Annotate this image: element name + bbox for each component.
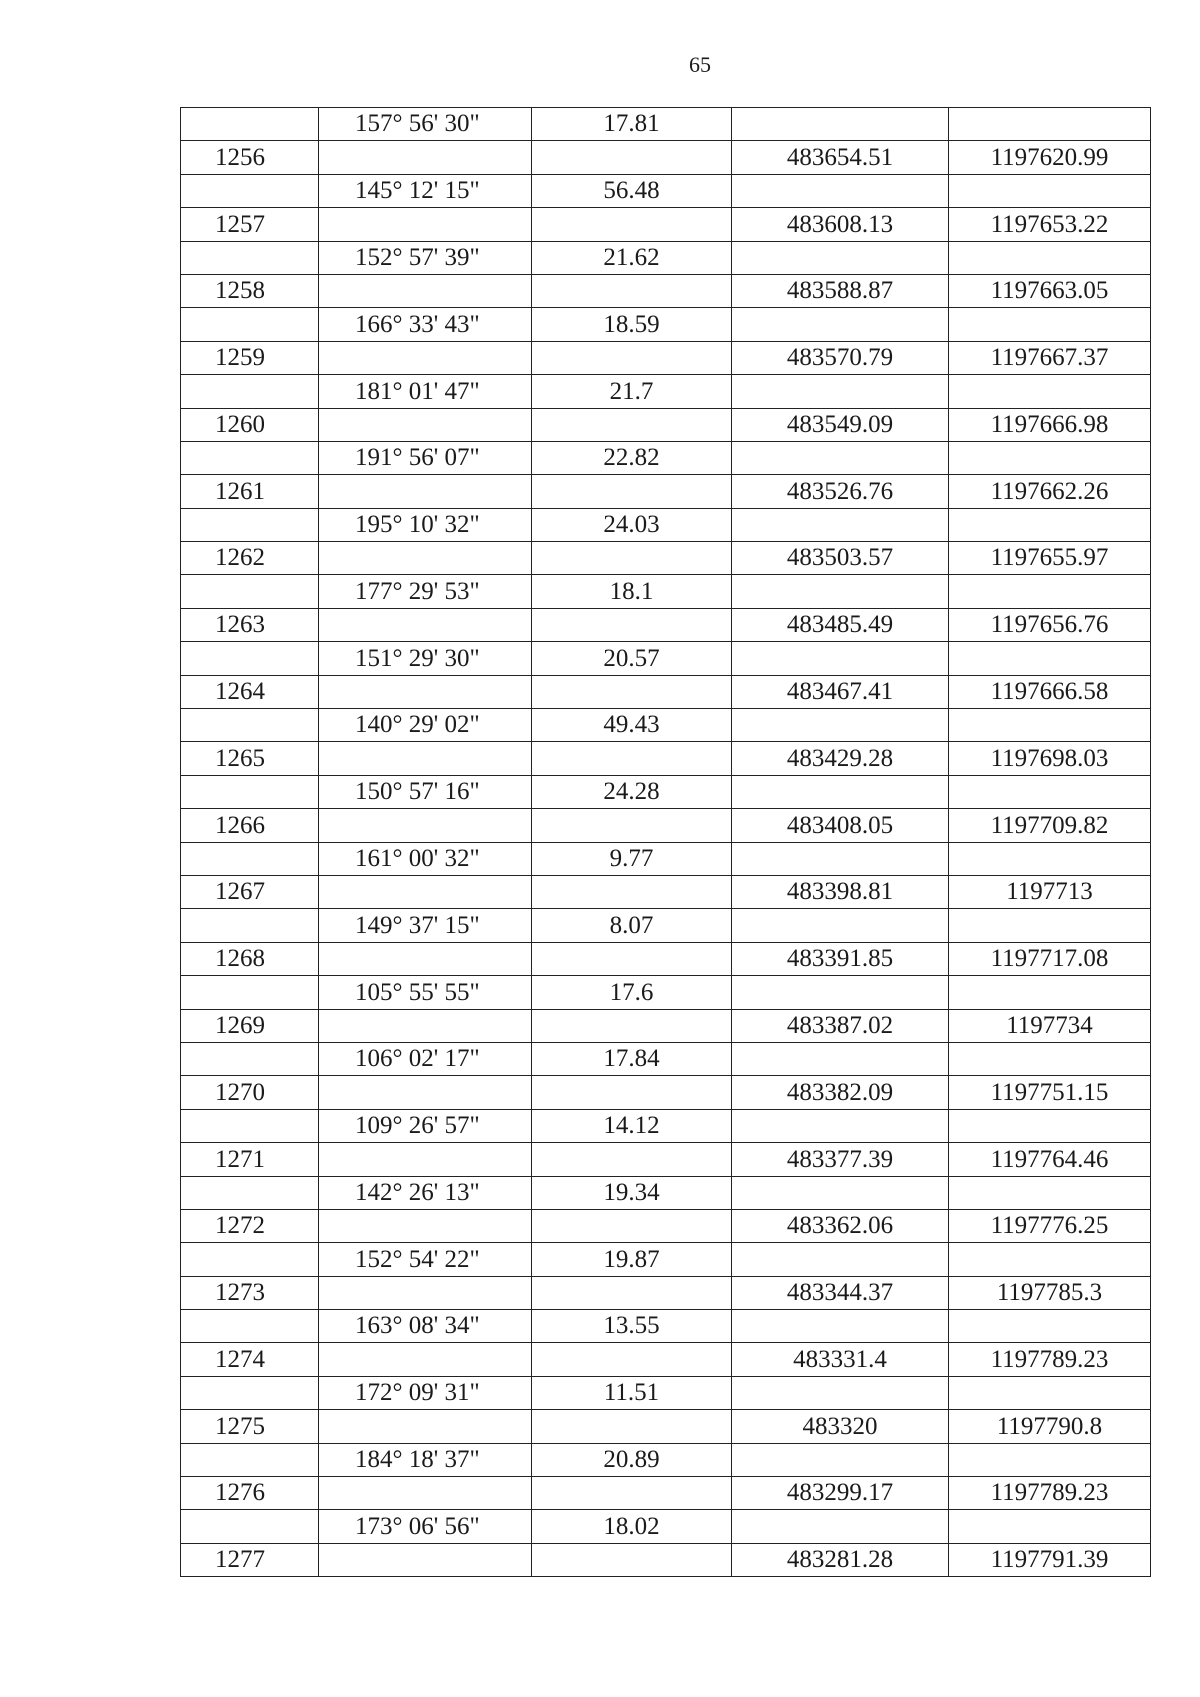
table-row xyxy=(181,542,1151,575)
bearing-cell: 157° 56' 30" xyxy=(319,108,532,141)
northing-cell xyxy=(732,375,949,408)
northing-cell: 483387.02 xyxy=(732,1009,949,1042)
table-row xyxy=(181,1276,1151,1309)
distance-cell xyxy=(532,408,732,441)
bearing-cell: 142° 26' 13" xyxy=(319,1176,532,1209)
point-number-cell: 1265 xyxy=(181,742,319,775)
point-number-cell xyxy=(181,775,319,808)
easting-cell: 1197667.37 xyxy=(949,341,1151,374)
easting-cell xyxy=(949,375,1151,408)
point-number-cell: 1256 xyxy=(181,141,319,174)
point-number-cell xyxy=(181,108,319,141)
northing-cell: 483570.79 xyxy=(732,341,949,374)
northing-cell: 483320 xyxy=(732,1410,949,1443)
northing-cell: 483408.05 xyxy=(732,809,949,842)
point-number-cell xyxy=(181,1109,319,1142)
northing-cell xyxy=(732,575,949,608)
point-number-cell xyxy=(181,1042,319,1075)
table-row xyxy=(181,842,1151,875)
bearing-cell xyxy=(319,1410,532,1443)
bearing-cell: 140° 29' 02" xyxy=(319,709,532,742)
northing-cell xyxy=(732,508,949,541)
easting-cell: 1197666.58 xyxy=(949,675,1151,708)
bearing-cell xyxy=(319,875,532,908)
easting-cell: 1197734 xyxy=(949,1009,1151,1042)
northing-cell: 483526.76 xyxy=(732,475,949,508)
northing-cell xyxy=(732,1376,949,1409)
easting-cell: 1197655.97 xyxy=(949,542,1151,575)
distance-cell xyxy=(532,608,732,641)
table-row xyxy=(181,1543,1151,1576)
table-row xyxy=(181,508,1151,541)
point-number-cell: 1275 xyxy=(181,1410,319,1443)
easting-cell xyxy=(949,842,1151,875)
northing-cell: 483331.4 xyxy=(732,1343,949,1376)
northing-cell xyxy=(732,1109,949,1142)
bearing-cell xyxy=(319,742,532,775)
bearing-cell xyxy=(319,1009,532,1042)
survey-coordinates-table xyxy=(180,107,1151,1577)
northing-cell: 483398.81 xyxy=(732,875,949,908)
bearing-cell xyxy=(319,1343,532,1376)
distance-cell: 22.82 xyxy=(532,441,732,474)
easting-cell: 1197776.25 xyxy=(949,1209,1151,1242)
table-row xyxy=(181,1109,1151,1142)
bearing-cell xyxy=(319,608,532,641)
easting-cell: 1197764.46 xyxy=(949,1143,1151,1176)
distance-cell: 11.51 xyxy=(532,1376,732,1409)
northing-cell xyxy=(732,174,949,207)
table-row xyxy=(181,1243,1151,1276)
table-row xyxy=(181,274,1151,307)
easting-cell xyxy=(949,108,1151,141)
northing-cell xyxy=(732,308,949,341)
distance-cell: 24.03 xyxy=(532,508,732,541)
point-number-cell: 1262 xyxy=(181,542,319,575)
easting-cell xyxy=(949,241,1151,274)
bearing-cell: 145° 12' 15" xyxy=(319,174,532,207)
easting-cell: 1197666.98 xyxy=(949,408,1151,441)
distance-cell: 56.48 xyxy=(532,174,732,207)
easting-cell xyxy=(949,1443,1151,1476)
northing-cell xyxy=(732,1510,949,1543)
point-number-cell: 1269 xyxy=(181,1009,319,1042)
table-row xyxy=(181,976,1151,1009)
easting-cell xyxy=(949,1310,1151,1343)
point-number-cell: 1273 xyxy=(181,1276,319,1309)
distance-cell: 17.6 xyxy=(532,976,732,1009)
point-number-cell xyxy=(181,976,319,1009)
bearing-cell: 172° 09' 31" xyxy=(319,1376,532,1409)
northing-cell xyxy=(732,1042,949,1075)
table-row xyxy=(181,174,1151,207)
distance-cell xyxy=(532,1076,732,1109)
point-number-cell: 1259 xyxy=(181,341,319,374)
table-row xyxy=(181,208,1151,241)
distance-cell xyxy=(532,1276,732,1309)
table-row xyxy=(181,608,1151,641)
point-number-cell: 1257 xyxy=(181,208,319,241)
distance-cell xyxy=(532,742,732,775)
northing-cell: 483362.06 xyxy=(732,1209,949,1242)
point-number-cell xyxy=(181,174,319,207)
easting-cell: 1197785.3 xyxy=(949,1276,1151,1309)
northing-cell xyxy=(732,1176,949,1209)
easting-cell: 1197662.26 xyxy=(949,475,1151,508)
easting-cell: 1197789.23 xyxy=(949,1477,1151,1510)
northing-cell xyxy=(732,976,949,1009)
point-number-cell xyxy=(181,1376,319,1409)
table-row xyxy=(181,809,1151,842)
easting-cell: 1197663.05 xyxy=(949,274,1151,307)
table-row xyxy=(181,1376,1151,1409)
distance-cell xyxy=(532,475,732,508)
point-number-cell: 1272 xyxy=(181,1209,319,1242)
point-number-cell xyxy=(181,842,319,875)
distance-cell xyxy=(532,1209,732,1242)
bearing-cell: 173° 06' 56" xyxy=(319,1510,532,1543)
distance-cell xyxy=(532,141,732,174)
bearing-cell xyxy=(319,542,532,575)
distance-cell: 18.02 xyxy=(532,1510,732,1543)
northing-cell: 483549.09 xyxy=(732,408,949,441)
easting-cell xyxy=(949,1176,1151,1209)
distance-cell xyxy=(532,1143,732,1176)
northing-cell xyxy=(732,909,949,942)
point-number-cell: 1263 xyxy=(181,608,319,641)
easting-cell: 1197620.99 xyxy=(949,141,1151,174)
table-row xyxy=(181,308,1151,341)
distance-cell xyxy=(532,942,732,975)
distance-cell: 19.87 xyxy=(532,1243,732,1276)
table-row xyxy=(181,875,1151,908)
point-number-cell xyxy=(181,1176,319,1209)
northing-cell: 483503.57 xyxy=(732,542,949,575)
northing-cell: 483377.39 xyxy=(732,1143,949,1176)
table-row xyxy=(181,1076,1151,1109)
easting-cell: 1197789.23 xyxy=(949,1343,1151,1376)
distance-cell xyxy=(532,875,732,908)
bearing-cell: 152° 54' 22" xyxy=(319,1243,532,1276)
northing-cell xyxy=(732,709,949,742)
northing-cell xyxy=(732,642,949,675)
distance-cell xyxy=(532,341,732,374)
point-number-cell: 1276 xyxy=(181,1477,319,1510)
distance-cell xyxy=(532,809,732,842)
distance-cell: 49.43 xyxy=(532,709,732,742)
easting-cell: 1197791.39 xyxy=(949,1543,1151,1576)
point-number-cell xyxy=(181,241,319,274)
easting-cell: 1197790.8 xyxy=(949,1410,1151,1443)
northing-cell xyxy=(732,775,949,808)
point-number-cell: 1271 xyxy=(181,1143,319,1176)
table-row xyxy=(181,1310,1151,1343)
easting-cell: 1197653.22 xyxy=(949,208,1151,241)
table-row xyxy=(181,441,1151,474)
easting-cell: 1197751.15 xyxy=(949,1076,1151,1109)
table-row xyxy=(181,1510,1151,1543)
easting-cell xyxy=(949,775,1151,808)
distance-cell xyxy=(532,542,732,575)
point-number-cell: 1261 xyxy=(181,475,319,508)
point-number-cell xyxy=(181,308,319,341)
bearing-cell xyxy=(319,675,532,708)
distance-cell: 20.89 xyxy=(532,1443,732,1476)
northing-cell: 483485.49 xyxy=(732,608,949,641)
easting-cell: 1197656.76 xyxy=(949,608,1151,641)
point-number-cell xyxy=(181,1310,319,1343)
point-number-cell xyxy=(181,909,319,942)
table-row xyxy=(181,1410,1151,1443)
bearing-cell: 166° 33' 43" xyxy=(319,308,532,341)
distance-cell xyxy=(532,1543,732,1576)
table-row xyxy=(181,1042,1151,1075)
distance-cell xyxy=(532,274,732,307)
distance-cell xyxy=(532,1009,732,1042)
point-number-cell xyxy=(181,1243,319,1276)
point-number-cell xyxy=(181,1443,319,1476)
northing-cell xyxy=(732,1443,949,1476)
point-number-cell: 1274 xyxy=(181,1343,319,1376)
distance-cell: 24.28 xyxy=(532,775,732,808)
point-number-cell: 1270 xyxy=(181,1076,319,1109)
table-row xyxy=(181,742,1151,775)
table-row xyxy=(181,475,1151,508)
table-row xyxy=(181,241,1151,274)
easting-cell xyxy=(949,976,1151,1009)
northing-cell: 483654.51 xyxy=(732,141,949,174)
point-number-cell xyxy=(181,508,319,541)
point-number-cell: 1258 xyxy=(181,274,319,307)
bearing-cell xyxy=(319,1477,532,1510)
easting-cell xyxy=(949,909,1151,942)
point-number-cell: 1264 xyxy=(181,675,319,708)
table-row xyxy=(181,1209,1151,1242)
easting-cell xyxy=(949,709,1151,742)
table-row xyxy=(181,141,1151,174)
bearing-cell xyxy=(319,208,532,241)
easting-cell: 1197709.82 xyxy=(949,809,1151,842)
easting-cell xyxy=(949,1042,1151,1075)
bearing-cell xyxy=(319,1143,532,1176)
table-row xyxy=(181,1176,1151,1209)
distance-cell: 8.07 xyxy=(532,909,732,942)
distance-cell: 9.77 xyxy=(532,842,732,875)
bearing-cell xyxy=(319,274,532,307)
bearing-cell: 152° 57' 39" xyxy=(319,241,532,274)
point-number-cell: 1267 xyxy=(181,875,319,908)
table-row xyxy=(181,1443,1151,1476)
bearing-cell xyxy=(319,475,532,508)
page-number: 65 xyxy=(689,52,711,77)
easting-cell xyxy=(949,1243,1151,1276)
easting-cell xyxy=(949,174,1151,207)
easting-cell xyxy=(949,308,1151,341)
bearing-cell xyxy=(319,1076,532,1109)
bearing-cell: 105° 55' 55" xyxy=(319,976,532,1009)
northing-cell: 483467.41 xyxy=(732,675,949,708)
easting-cell xyxy=(949,1510,1151,1543)
easting-cell xyxy=(949,642,1151,675)
northing-cell xyxy=(732,842,949,875)
bearing-cell xyxy=(319,1209,532,1242)
bearing-cell xyxy=(319,942,532,975)
bearing-cell: 181° 01' 47" xyxy=(319,375,532,408)
bearing-cell: 195° 10' 32" xyxy=(319,508,532,541)
distance-cell: 18.1 xyxy=(532,575,732,608)
northing-cell xyxy=(732,241,949,274)
table-row xyxy=(181,108,1151,141)
distance-cell: 18.59 xyxy=(532,308,732,341)
easting-cell xyxy=(949,441,1151,474)
table-row xyxy=(181,1009,1151,1042)
table-row xyxy=(181,709,1151,742)
distance-cell xyxy=(532,208,732,241)
bearing-cell: 177° 29' 53" xyxy=(319,575,532,608)
point-number-cell xyxy=(181,709,319,742)
bearing-cell xyxy=(319,141,532,174)
bearing-cell: 151° 29' 30" xyxy=(319,642,532,675)
easting-cell: 1197717.08 xyxy=(949,942,1151,975)
table-body xyxy=(181,108,1151,1577)
distance-cell: 13.55 xyxy=(532,1310,732,1343)
easting-cell xyxy=(949,1376,1151,1409)
point-number-cell xyxy=(181,441,319,474)
point-number-cell xyxy=(181,1510,319,1543)
table-row xyxy=(181,575,1151,608)
easting-cell: 1197698.03 xyxy=(949,742,1151,775)
table-row xyxy=(181,408,1151,441)
bearing-cell xyxy=(319,1276,532,1309)
bearing-cell xyxy=(319,408,532,441)
distance-cell: 21.62 xyxy=(532,241,732,274)
point-number-cell xyxy=(181,575,319,608)
northing-cell xyxy=(732,1243,949,1276)
northing-cell: 483429.28 xyxy=(732,742,949,775)
northing-cell: 483608.13 xyxy=(732,208,949,241)
bearing-cell xyxy=(319,809,532,842)
northing-cell xyxy=(732,441,949,474)
table-row xyxy=(181,1143,1151,1176)
table-row xyxy=(181,1477,1151,1510)
easting-cell xyxy=(949,508,1151,541)
point-number-cell xyxy=(181,375,319,408)
northing-cell: 483299.17 xyxy=(732,1477,949,1510)
bearing-cell: 191° 56' 07" xyxy=(319,441,532,474)
easting-cell xyxy=(949,575,1151,608)
northing-cell: 483344.37 xyxy=(732,1276,949,1309)
point-number-cell xyxy=(181,642,319,675)
northing-cell: 483281.28 xyxy=(732,1543,949,1576)
point-number-cell: 1260 xyxy=(181,408,319,441)
bearing-cell: 163° 08' 34" xyxy=(319,1310,532,1343)
table-row xyxy=(181,375,1151,408)
easting-cell: 1197713 xyxy=(949,875,1151,908)
distance-cell: 19.34 xyxy=(532,1176,732,1209)
bearing-cell: 184° 18' 37" xyxy=(319,1443,532,1476)
point-number-cell: 1268 xyxy=(181,942,319,975)
table-row xyxy=(181,642,1151,675)
bearing-cell: 106° 02' 17" xyxy=(319,1042,532,1075)
northing-cell: 483588.87 xyxy=(732,274,949,307)
distance-cell xyxy=(532,1343,732,1376)
northing-cell xyxy=(732,108,949,141)
table-row xyxy=(181,675,1151,708)
distance-cell xyxy=(532,1477,732,1510)
northing-cell: 483382.09 xyxy=(732,1076,949,1109)
point-number-cell: 1266 xyxy=(181,809,319,842)
point-number-cell: 1277 xyxy=(181,1543,319,1576)
bearing-cell: 161° 00' 32" xyxy=(319,842,532,875)
distance-cell xyxy=(532,1410,732,1443)
distance-cell: 17.81 xyxy=(532,108,732,141)
table-row xyxy=(181,1343,1151,1376)
bearing-cell: 150° 57' 16" xyxy=(319,775,532,808)
distance-cell: 17.84 xyxy=(532,1042,732,1075)
distance-cell: 14.12 xyxy=(532,1109,732,1142)
distance-cell: 20.57 xyxy=(532,642,732,675)
table-row xyxy=(181,942,1151,975)
bearing-cell: 149° 37' 15" xyxy=(319,909,532,942)
bearing-cell xyxy=(319,341,532,374)
distance-cell xyxy=(532,675,732,708)
table-row xyxy=(181,775,1151,808)
northing-cell xyxy=(732,1310,949,1343)
table-row xyxy=(181,341,1151,374)
table-row xyxy=(181,909,1151,942)
easting-cell xyxy=(949,1109,1151,1142)
distance-cell: 21.7 xyxy=(532,375,732,408)
bearing-cell xyxy=(319,1543,532,1576)
northing-cell: 483391.85 xyxy=(732,942,949,975)
bearing-cell: 109° 26' 57" xyxy=(319,1109,532,1142)
